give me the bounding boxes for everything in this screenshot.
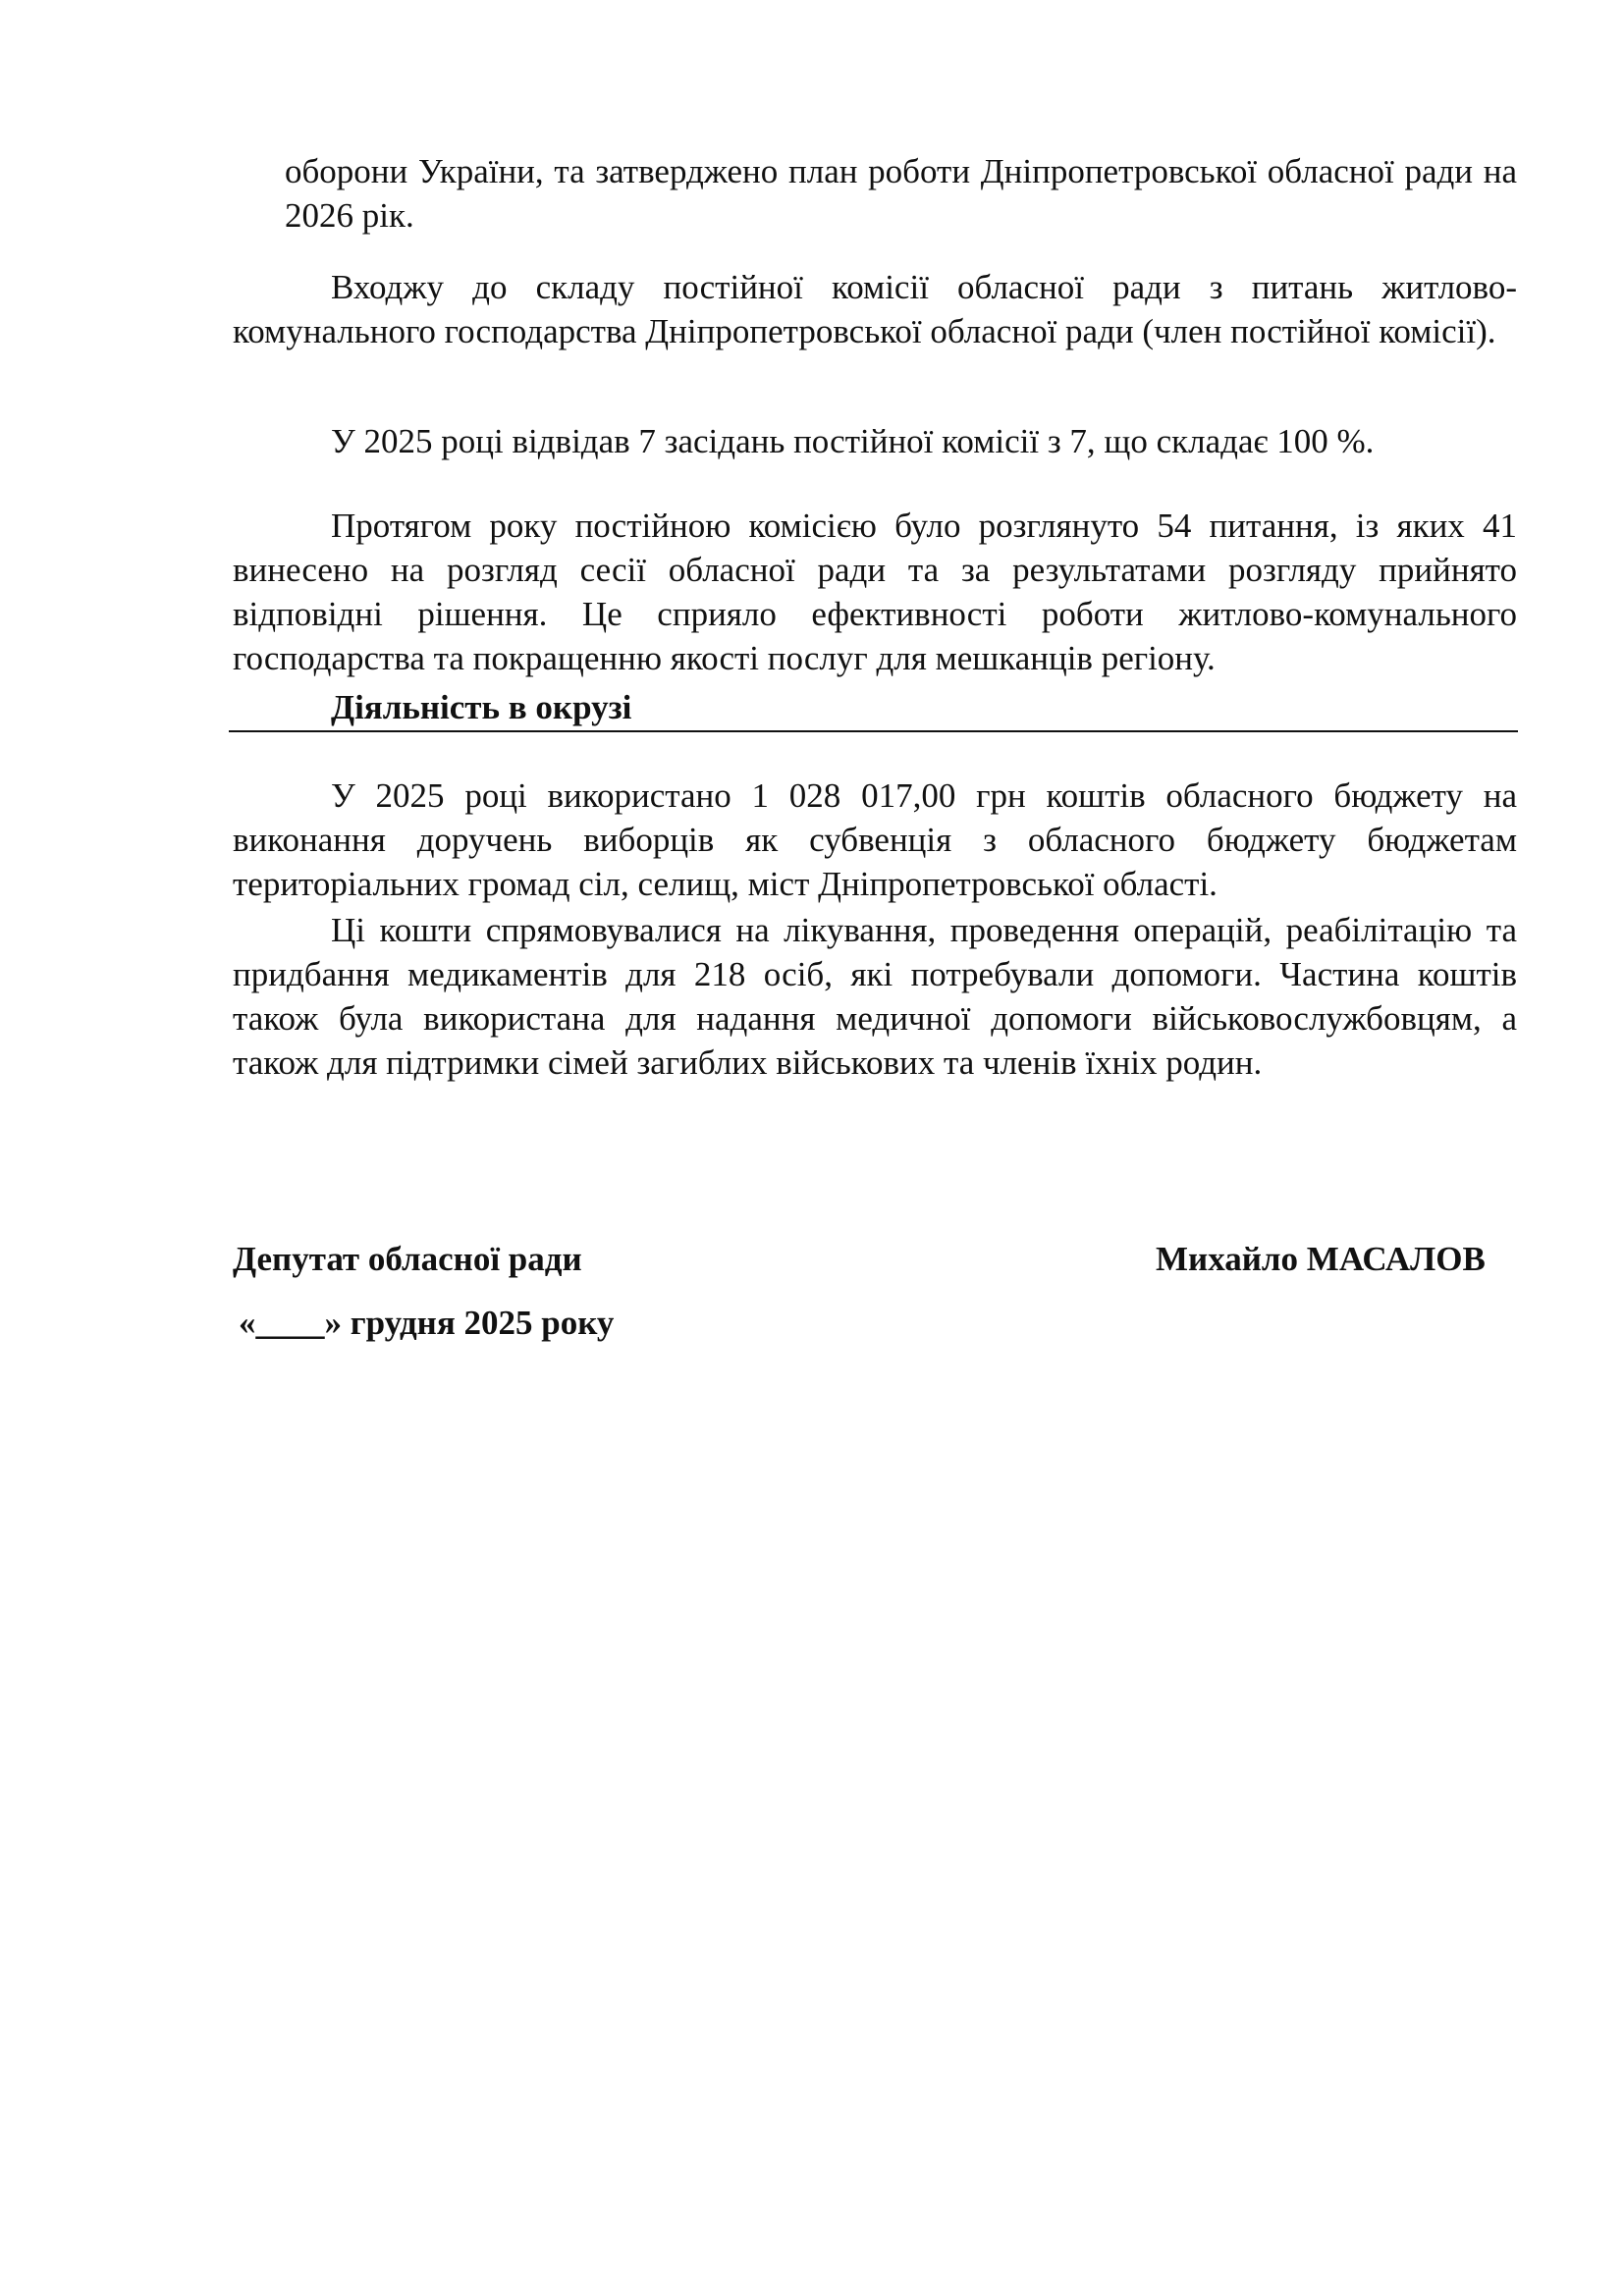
paragraph-funds-purpose: Ці кошти спрямовувалися на лікування, проведення операцій, реабілітацію та придбання медикаментів для 218 осіб, які потребували допомоги. Частина коштів також була використана для надання медичної допомоги військовослужбовцям, а також для підтримки сімей загиблих військових та членів їхніх родин.	[233, 911, 1517, 1082]
signature-date: «____» грудня 2025 року	[239, 1304, 615, 1342]
continuation-paragraph: оборони України, та затверджено план роботи Дніпропетровської обласної ради на 2026 рік.	[285, 152, 1517, 235]
signature-position: Депутат обласної ради	[233, 1240, 582, 1278]
paragraph-attendance: У 2025 році відвідав 7 засідань постійної комісії з 7, що складає 100 %.	[331, 422, 1375, 460]
paragraph-commission-membership: Входжу до складу постійної комісії обласної ради з питань житлово-комунального господарства Дніпропетровської обласної ради (член постійної комісії).	[233, 268, 1517, 350]
paragraph-budget-usage: У 2025 році використано 1 028 017,00 грн коштів обласного бюджету на виконання доручень виборців як субвенція з обласного бюджету бюджетам територіальних громад сіл, селищ, міст Дніпропетровської області.	[233, 776, 1517, 903]
section-heading: Діяльність в окрузі	[331, 688, 632, 726]
section-divider	[229, 730, 1518, 732]
signature-name: Михайло МАСАЛОВ	[1156, 1240, 1486, 1278]
paragraph-commission-results: Протягом року постійною комісією було розглянуто 54 питання, із яких 41 винесено на розгляд сесії обласної ради та за результатами розгляду прийнято відповідні рішення. Це сприяло ефективності роботи житлово-комунального господарства та покращенню якості послуг для мешканців регіону.	[233, 507, 1517, 677]
